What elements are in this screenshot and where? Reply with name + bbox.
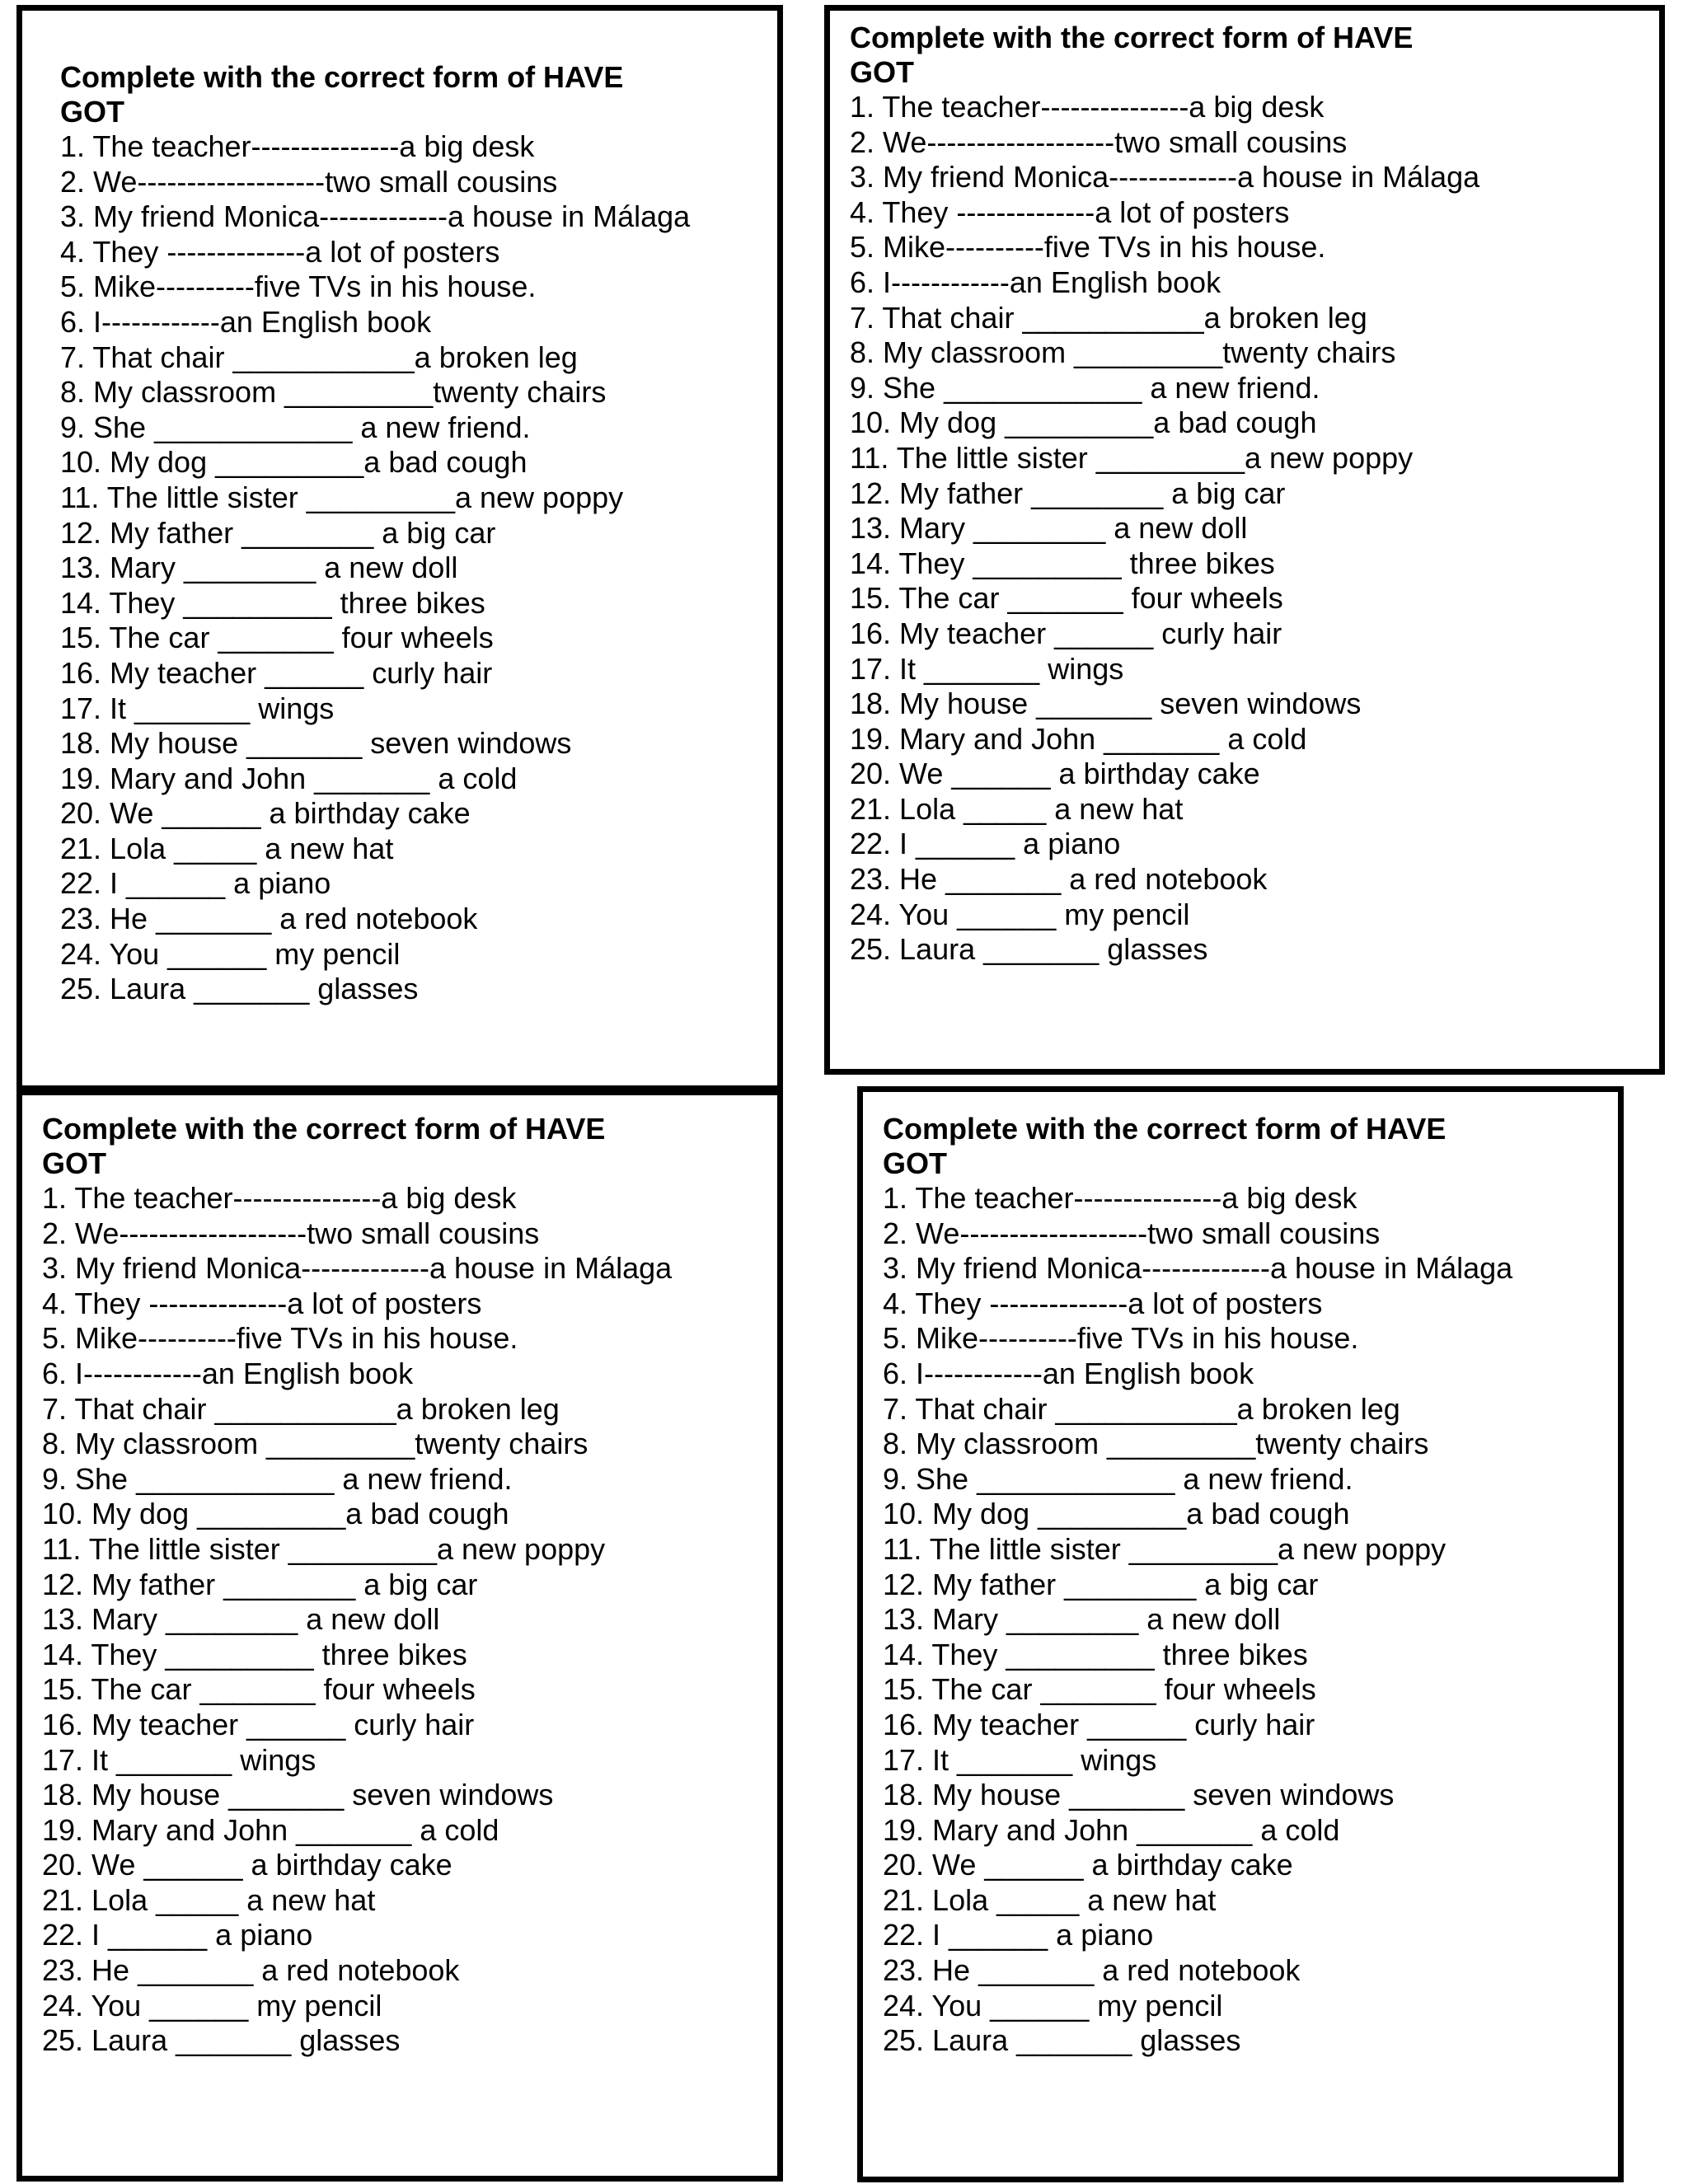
- exercise-item: 10. My dog _________a bad cough: [42, 1497, 509, 1531]
- exercise-item: 9. She ____________ a new friend.: [850, 370, 1320, 405]
- worksheet-title: Complete with the correct form of HAVE GOT: [42, 1112, 606, 1180]
- exercise-item: 15. The car _______ four wheels: [60, 621, 494, 655]
- exercise-item: 5. Mike----------five TVs in his house.: [60, 269, 537, 304]
- exercise-item: 16. My teacher ______ curly hair: [42, 1707, 475, 1741]
- exercise-item: 24. You ______ my pencil: [42, 1988, 382, 2022]
- exercise-item: 11. The little sister _________a new poppy: [60, 480, 624, 514]
- exercise-item: 8. My classroom _________twenty chairs: [850, 335, 1396, 370]
- exercise-item: 2. We-------------------two small cousins: [60, 164, 558, 199]
- exercise-item: 9. She ____________ a new friend.: [60, 410, 531, 444]
- exercise-item: 20. We ______ a birthday cake: [60, 796, 471, 831]
- exercise-item: 21. Lola _____ a new hat: [850, 791, 1184, 826]
- exercise-item: 13. Mary ________ a new doll: [60, 551, 458, 585]
- exercise-item: 17. It _______ wings: [42, 1742, 316, 1777]
- exercise-item: 2. We-------------------two small cousins: [850, 124, 1348, 159]
- exercise-item: 19. Mary and John _______ a cold: [42, 1812, 499, 1847]
- exercise-item: 14. They _________ three bikes: [850, 546, 1275, 580]
- exercise-item: 7. That chair ___________a broken leg: [883, 1391, 1400, 1426]
- exercise-item: 20. We ______ a birthday cake: [850, 757, 1260, 791]
- exercise-list: [883, 1181, 1575, 2059]
- exercise-item: 20. We ______ a birthday cake: [883, 1848, 1293, 1882]
- exercise-item: 11. The little sister _________a new poppy: [883, 1531, 1447, 1566]
- exercise-item: 17. It _______ wings: [850, 651, 1124, 686]
- exercise-item: 8. My classroom _________twenty chairs: [60, 375, 607, 410]
- exercise-item: 14. They _________ three bikes: [883, 1637, 1308, 1671]
- exercise-item: 4. They --------------a lot of posters: [60, 234, 500, 269]
- exercise-item: 16. My teacher ______ curly hair: [883, 1707, 1315, 1741]
- exercise-item: 14. They _________ three bikes: [60, 585, 485, 620]
- exercise-item: 3. My friend Monica-------------a house in Málaga: [60, 199, 691, 234]
- exercise-item: 5. Mike----------five TVs in his house.: [883, 1321, 1359, 1356]
- exercise-item: 23. He _______ a red notebook: [60, 902, 478, 936]
- exercise-item: 24. You ______ my pencil: [883, 1988, 1223, 2022]
- exercise-item: 4. They --------------a lot of posters: [850, 194, 1290, 229]
- exercise-item: 14. They _________ three bikes: [42, 1637, 467, 1671]
- exercise-item: 12. My father ________ a big car: [883, 1567, 1319, 1601]
- exercise-item: 23. He _______ a red notebook: [883, 1953, 1301, 1988]
- exercise-item: 25. Laura _______ glasses: [850, 932, 1208, 967]
- exercise-item: 11. The little sister _________a new poppy: [42, 1531, 606, 1566]
- exercise-item: 10. My dog _________a bad cough: [883, 1497, 1350, 1531]
- exercise-item: 15. The car _______ four wheels: [883, 1672, 1316, 1707]
- exercise-item: 25. Laura _______ glasses: [883, 2023, 1241, 2058]
- exercise-item: 25. Laura _______ glasses: [60, 972, 419, 1006]
- exercise-item: 4. They --------------a lot of posters: [883, 1286, 1323, 1320]
- exercise-item: 6. I------------an English book: [42, 1356, 414, 1390]
- exercise-item: 7. That chair ___________a broken leg: [60, 340, 578, 374]
- exercise-item: 9. She ____________ a new friend.: [883, 1461, 1353, 1496]
- worksheet-title: Complete with the correct form of HAVE GOT: [883, 1112, 1447, 1180]
- exercise-item: 12. My father ________ a big car: [42, 1567, 478, 1601]
- exercise-item: 24. You ______ my pencil: [60, 936, 401, 971]
- exercise-item: 3. My friend Monica-------------a house in Málaga: [42, 1251, 673, 1286]
- exercise-item: 8. My classroom _________twenty chairs: [883, 1427, 1429, 1461]
- exercise-list: [60, 129, 753, 1007]
- exercise-item: 5. Mike----------five TVs in his house.: [850, 230, 1326, 265]
- exercise-item: 3. My friend Monica-------------a house in Málaga: [883, 1251, 1513, 1286]
- exercise-item: 12. My father ________ a big car: [850, 476, 1286, 510]
- exercise-item: 16. My teacher ______ curly hair: [60, 655, 493, 690]
- worksheet-card-bottom-right: [857, 1086, 1624, 2182]
- exercise-item: 24. You ______ my pencil: [850, 897, 1190, 931]
- exercise-item: 21. Lola _____ a new hat: [42, 1882, 376, 1917]
- exercise-item: 20. We ______ a birthday cake: [42, 1848, 452, 1882]
- exercise-item: 22. I ______ a piano: [850, 827, 1121, 861]
- exercise-item: 23. He _______ a red notebook: [42, 1953, 460, 1988]
- exercise-item: 25. Laura _______ glasses: [42, 2023, 401, 2058]
- worksheet-card-top-left: [16, 5, 783, 1091]
- exercise-item: 1. The teacher---------------a big desk: [883, 1181, 1357, 1215]
- exercise-item: 23. He _______ a red notebook: [850, 862, 1268, 897]
- exercise-item: 21. Lola _____ a new hat: [883, 1882, 1217, 1917]
- exercise-item: 3. My friend Monica-------------a house in Málaga: [850, 160, 1480, 194]
- worksheet-title: Complete with the correct form of HAVE GOT: [850, 21, 1414, 89]
- exercise-item: 22. I ______ a piano: [883, 1918, 1154, 1952]
- exercise-item: 6. I------------an English book: [883, 1356, 1254, 1390]
- exercise-item: 6. I------------an English book: [850, 265, 1221, 299]
- exercise-item: 15. The car _______ four wheels: [850, 581, 1283, 616]
- exercise-item: 5. Mike----------five TVs in his house.: [42, 1321, 518, 1356]
- exercise-item: 6. I------------an English book: [60, 304, 432, 339]
- exercise-item: 18. My house _______ seven windows: [883, 1778, 1395, 1812]
- exercise-item: 22. I ______ a piano: [42, 1918, 313, 1952]
- exercise-item: 13. Mary ________ a new doll: [850, 511, 1248, 546]
- exercise-item: 7. That chair ___________a broken leg: [42, 1391, 560, 1426]
- exercise-item: 10. My dog _________a bad cough: [850, 405, 1317, 440]
- worksheet-card-bottom-left: [16, 1090, 783, 2182]
- exercise-item: 17. It _______ wings: [60, 691, 335, 725]
- exercise-item: 18. My house _______ seven windows: [850, 687, 1362, 721]
- exercise-item: 22. I ______ a piano: [60, 866, 331, 901]
- exercise-item: 18. My house _______ seven windows: [42, 1778, 554, 1812]
- exercise-item: 16. My teacher ______ curly hair: [850, 616, 1282, 650]
- exercise-item: 7. That chair ___________a broken leg: [850, 300, 1367, 335]
- exercise-item: 18. My house _______ seven windows: [60, 726, 572, 761]
- exercise-item: 10. My dog _________a bad cough: [60, 445, 528, 480]
- exercise-item: 1. The teacher---------------a big desk: [850, 90, 1325, 124]
- exercise-list: [850, 90, 1542, 968]
- exercise-item: 19. Mary and John _______ a cold: [60, 761, 518, 795]
- exercise-item: 9. She ____________ a new friend.: [42, 1461, 513, 1496]
- exercise-item: 2. We-------------------two small cousins: [42, 1216, 540, 1250]
- exercise-list: [42, 1181, 734, 2059]
- worksheet-card-top-right: [824, 5, 1665, 1075]
- worksheet-title: Complete with the correct form of HAVE GOT: [60, 60, 624, 129]
- exercise-item: 17. It _______ wings: [883, 1742, 1157, 1777]
- exercise-item: 1. The teacher---------------a big desk: [60, 129, 535, 163]
- exercise-item: 19. Mary and John _______ a cold: [850, 721, 1307, 756]
- exercise-item: 13. Mary ________ a new doll: [42, 1602, 440, 1637]
- exercise-item: 4. They --------------a lot of posters: [42, 1286, 482, 1320]
- exercise-item: 13. Mary ________ a new doll: [883, 1602, 1281, 1637]
- exercise-item: 11. The little sister _________a new poppy: [850, 440, 1414, 475]
- exercise-item: 1. The teacher---------------a big desk: [42, 1181, 517, 1215]
- exercise-item: 21. Lola _____ a new hat: [60, 831, 394, 865]
- exercise-item: 19. Mary and John _______ a cold: [883, 1812, 1340, 1847]
- exercise-item: 15. The car _______ four wheels: [42, 1672, 476, 1707]
- exercise-item: 8. My classroom _________twenty chairs: [42, 1427, 588, 1461]
- exercise-item: 2. We-------------------two small cousins: [883, 1216, 1381, 1250]
- exercise-item: 12. My father ________ a big car: [60, 515, 496, 550]
